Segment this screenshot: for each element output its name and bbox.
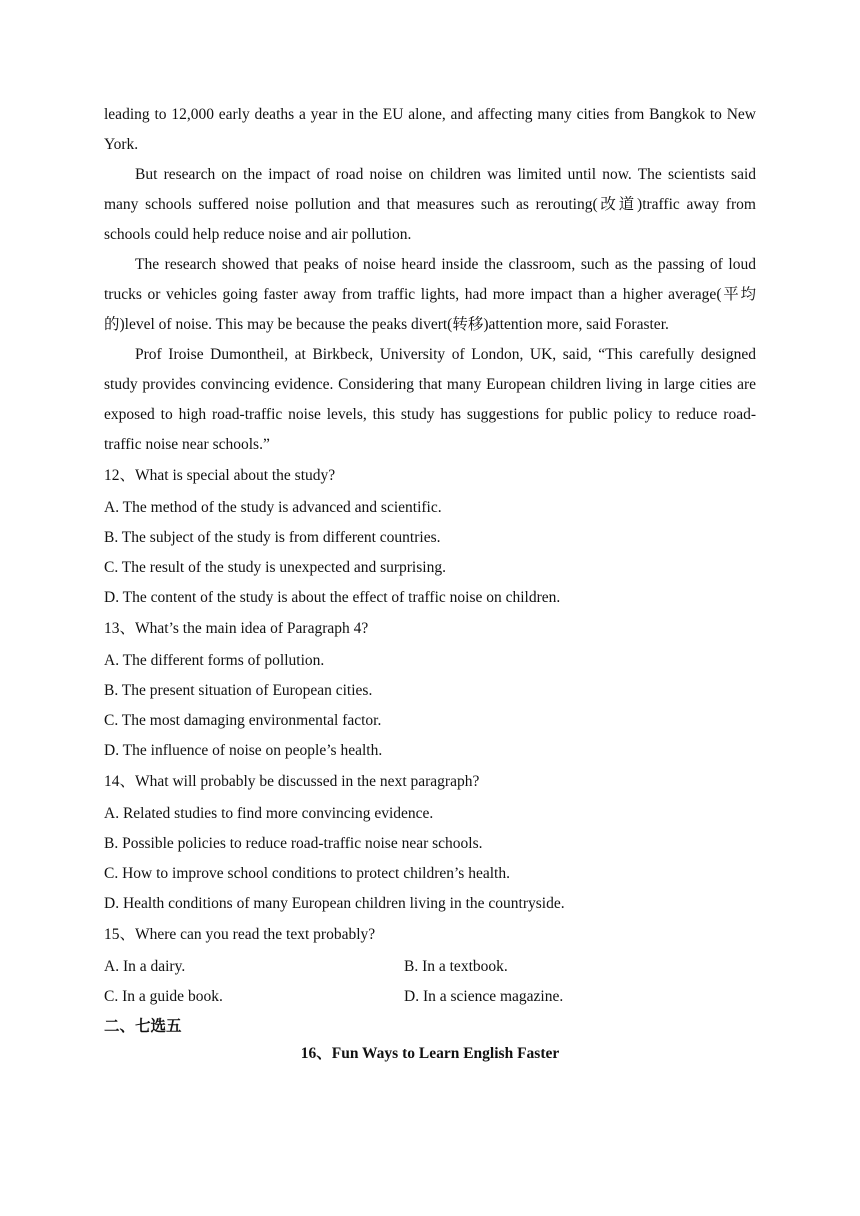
option-d: D. In a science magazine. <box>404 988 564 1005</box>
passage-title: 16、Fun Ways to Learn English Faster <box>300 1045 560 1062</box>
option-d: D. The content of the study is about the effect of traffic noise on children. <box>104 589 561 606</box>
passage-paragraph-4: Prof Iroise Dumontheil, at Birkbeck, University of London, UK, said, “This carefully designed study provides convincing evidence. Considering that many European children living in large cities are exposed to high road-traffic noise levels, this study has suggestions for public policy to reduce road-traffic noise near schools.” <box>104 346 756 453</box>
option-c: C. In a guide book. <box>104 988 223 1005</box>
question-stem: 14、What will probably be discussed in the next paragraph? <box>104 773 480 790</box>
passage-paragraph-3: The research showed that peaks of noise heard inside the classroom, such as the passing of loud trucks or vehicles going faster away from traffic lights, had more impact than a higher average(平均的)level of noise. This may be because the peaks divert(转移)attention more, said Foraster. <box>104 256 756 333</box>
options-row-2 <box>104 982 756 1012</box>
option-a: A. In a dairy. <box>104 958 186 975</box>
option-a: A. The method of the study is advanced and scientific. <box>104 499 442 516</box>
passage-paragraph-2: But research on the impact of road noise on children was limited until now. The scientists said many schools suffered noise pollution and that measures such as rerouting(改道)traffic away from schools could help reduce noise and air pollution. <box>104 166 756 243</box>
option-b: B. Possible policies to reduce road-traffic noise near schools. <box>104 835 483 852</box>
option-c: C. The most damaging environmental factor. <box>104 712 382 729</box>
option-b: B. The present situation of European cities. <box>104 682 373 699</box>
question-stem: 13、What’s the main idea of Paragraph 4? <box>104 620 369 637</box>
option-d: D. The influence of noise on people’s health. <box>104 742 383 759</box>
options-row-1 <box>104 952 756 982</box>
question-13 <box>104 614 756 766</box>
option-d: D. Health conditions of many European children living in the countryside. <box>104 895 565 912</box>
question-stem: 12、What is special about the study? <box>104 467 336 484</box>
document-page <box>104 100 756 1066</box>
question-stem: 15、Where can you read the text probably? <box>104 926 376 943</box>
question-12 <box>104 461 756 613</box>
option-a: A. The different forms of pollution. <box>104 652 325 669</box>
option-a: A. Related studies to find more convincing evidence. <box>104 805 434 822</box>
question-14 <box>104 767 756 919</box>
option-b: B. In a textbook. <box>404 958 508 975</box>
option-b: B. The subject of the study is from different countries. <box>104 529 441 546</box>
section-heading: 二、七选五 <box>104 1018 182 1035</box>
option-c: C. The result of the study is unexpected and surprising. <box>104 559 446 576</box>
question-15 <box>104 920 756 1012</box>
option-c: C. How to improve school conditions to protect children’s health. <box>104 865 510 882</box>
passage-paragraph-1-continued: leading to 12,000 early deaths a year in the EU alone, and affecting many cities from Bangkok to New York. <box>104 106 756 153</box>
